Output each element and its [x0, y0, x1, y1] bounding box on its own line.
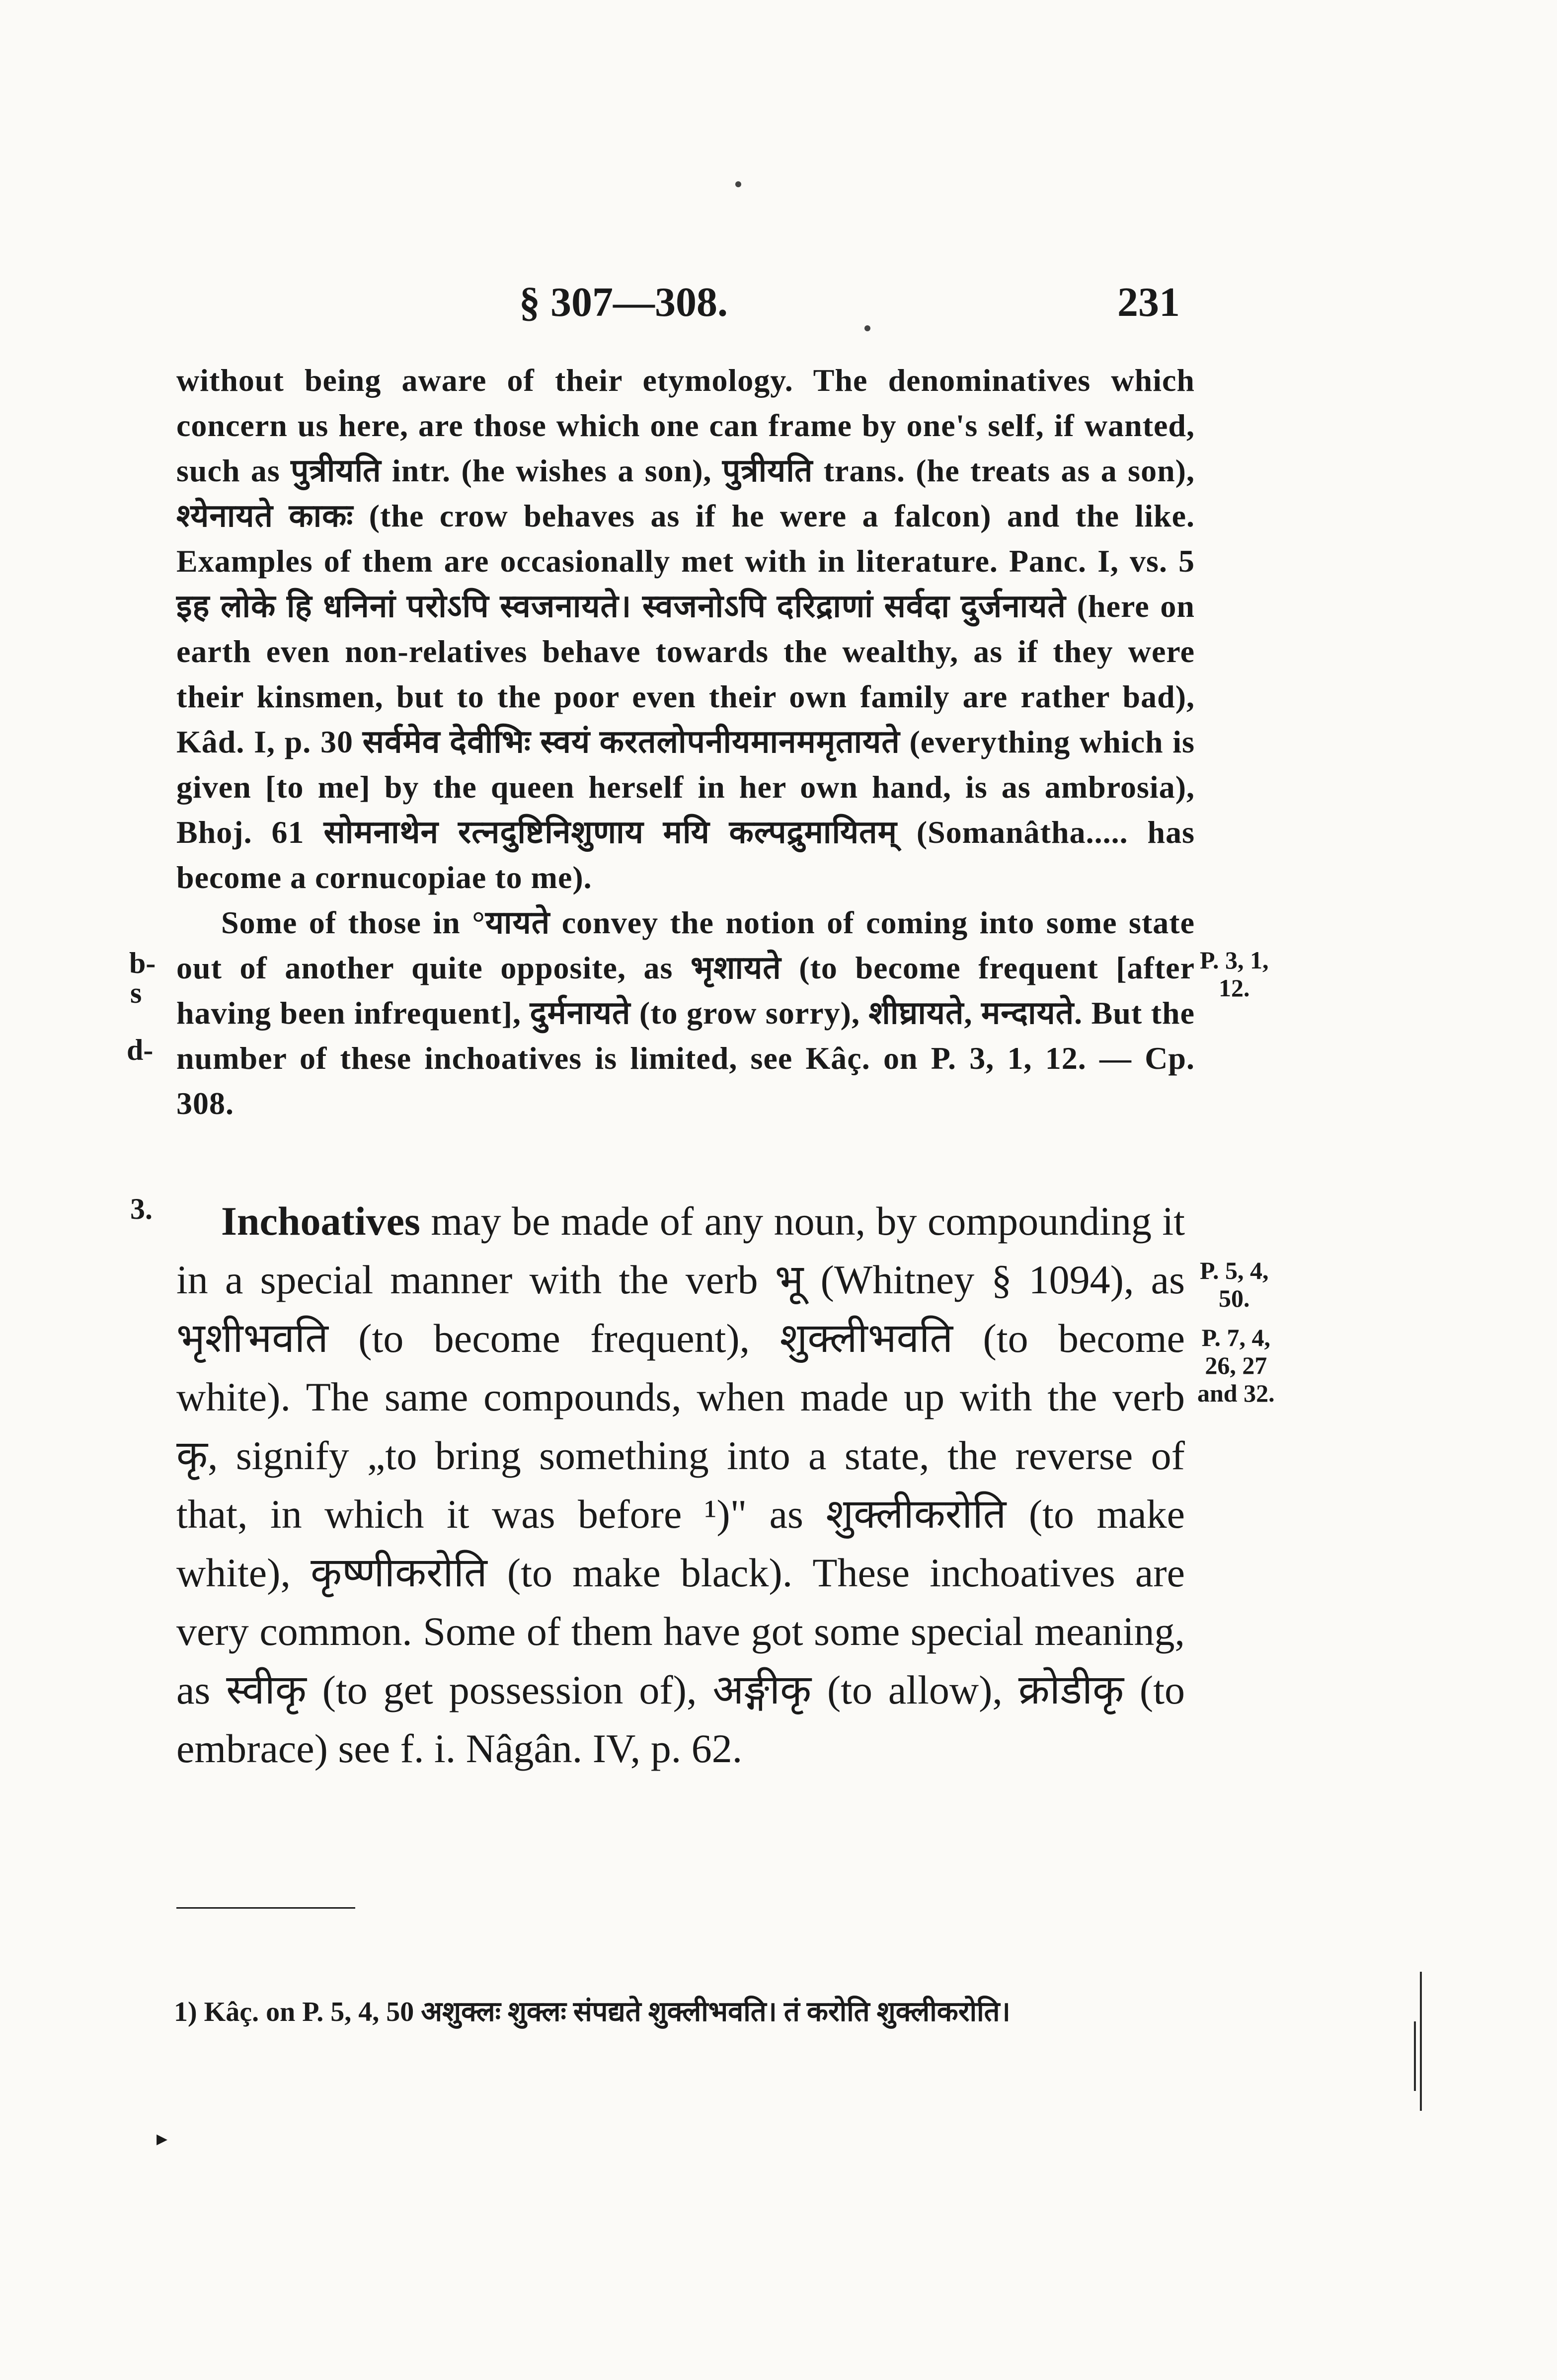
margin-note-p74: P. 7, 4, 26, 27 and 32. — [1197, 1324, 1275, 1407]
margin-fragment: s — [130, 976, 142, 1009]
speck — [735, 181, 741, 187]
footnote-rule — [176, 1907, 355, 1909]
paragraph-inchoatives — [176, 1192, 1185, 1778]
paragraph-denominatives: without being aware of their etymology. The denominatives which concern us here, are those which one can frame by one's self, if wanted, such as पुत्रीयति intr. (he wishes a son), पुत्रीयति trans. (he treats as a son), श्येनायते काकः (the crow behaves as if he were a falcon) and the like. Examples of them are occasionally met with in literature. Panc. I, vs. 5 इह लोके हि धनिनां परोऽपि स्वजनायते। स्वजनोऽपि दरिद्राणां सर्वदा दुर्जनायते (here on earth even non-relatives behave towards the wealthy, as if they were their kinsmen, but to the poor even their own family are rather bad), Kâd. I, p. 30 सर्वमेव देवीभिः स्वयं करतलोपनीयमानममृतायते (everything which is given [to me] by the queen herself in her own hand, is as ambrosia), Bhoj. 61 सोमनाथेन रत्नदुष्टिनिशुणाय मयि कल्पद्रुमायितम् (Somanâtha..... has become a cornucopiae to me). — [176, 363, 1195, 895]
paragraph-inchoatives-text: may be made of any noun, by compounding it in a special manner with the verb भू (Whitney § 1094), as भृशीभवति (to become frequent), शुक्लीभवति (to become white). The same compounds, when made up with the verb कृ, signify „to bring something into a state, the reverse of that, in which it was before ¹)" as शुक्लीकरोति (to make white), कृष्णीकरोति (to make black). These inchoatives are very common. Some of them have got some special meaning, as स्वीकृ (to get possession of), अङ्गीकृ (to allow), क्रोडीकृ (to embrace) see f. i. Nâgân. IV, p. 62. — [176, 1198, 1185, 1771]
edge-mark-line — [1414, 2021, 1416, 2091]
margin-fragment: b- — [129, 947, 156, 979]
section-label: § 307—308. — [519, 279, 728, 325]
margin-note-p312: P. 3, 1, 12. — [1200, 946, 1269, 1002]
page-number: 231 — [1117, 279, 1180, 325]
body-large-text — [176, 1192, 1185, 1778]
arrow-mark: ▸ — [156, 2126, 168, 2151]
paragraph-yayate: Some of those in °यायते convey the notion of coming into some state out of another quite opposite, as भृशायते (to become frequent [after having been infrequent], दुर्मनायते (to grow sorry), शीघ्रायते, मन्दायते. But the number of these inchoatives is limited, see Kâç. on P. 3, 1, 12. — Cp. 308. — [176, 905, 1195, 1121]
margin-note-p54: P. 5, 4, 50. — [1200, 1257, 1269, 1312]
body-small-text — [176, 358, 1195, 1126]
margin-fragment: d- — [127, 1034, 154, 1066]
margin-fragment: 3. — [130, 1192, 153, 1225]
edge-mark-line — [1420, 1972, 1422, 2111]
footnote: 1) Kâç. on P. 5, 4, 50 अशुक्लः शुक्लः संपद्यते शुक्लीभवति। तं करोति शुक्लीकरोति। — [174, 1997, 1011, 2027]
speck — [864, 325, 870, 331]
keyword-inchoatives: Inchoatives — [221, 1198, 420, 1244]
page-header — [176, 278, 1180, 323]
